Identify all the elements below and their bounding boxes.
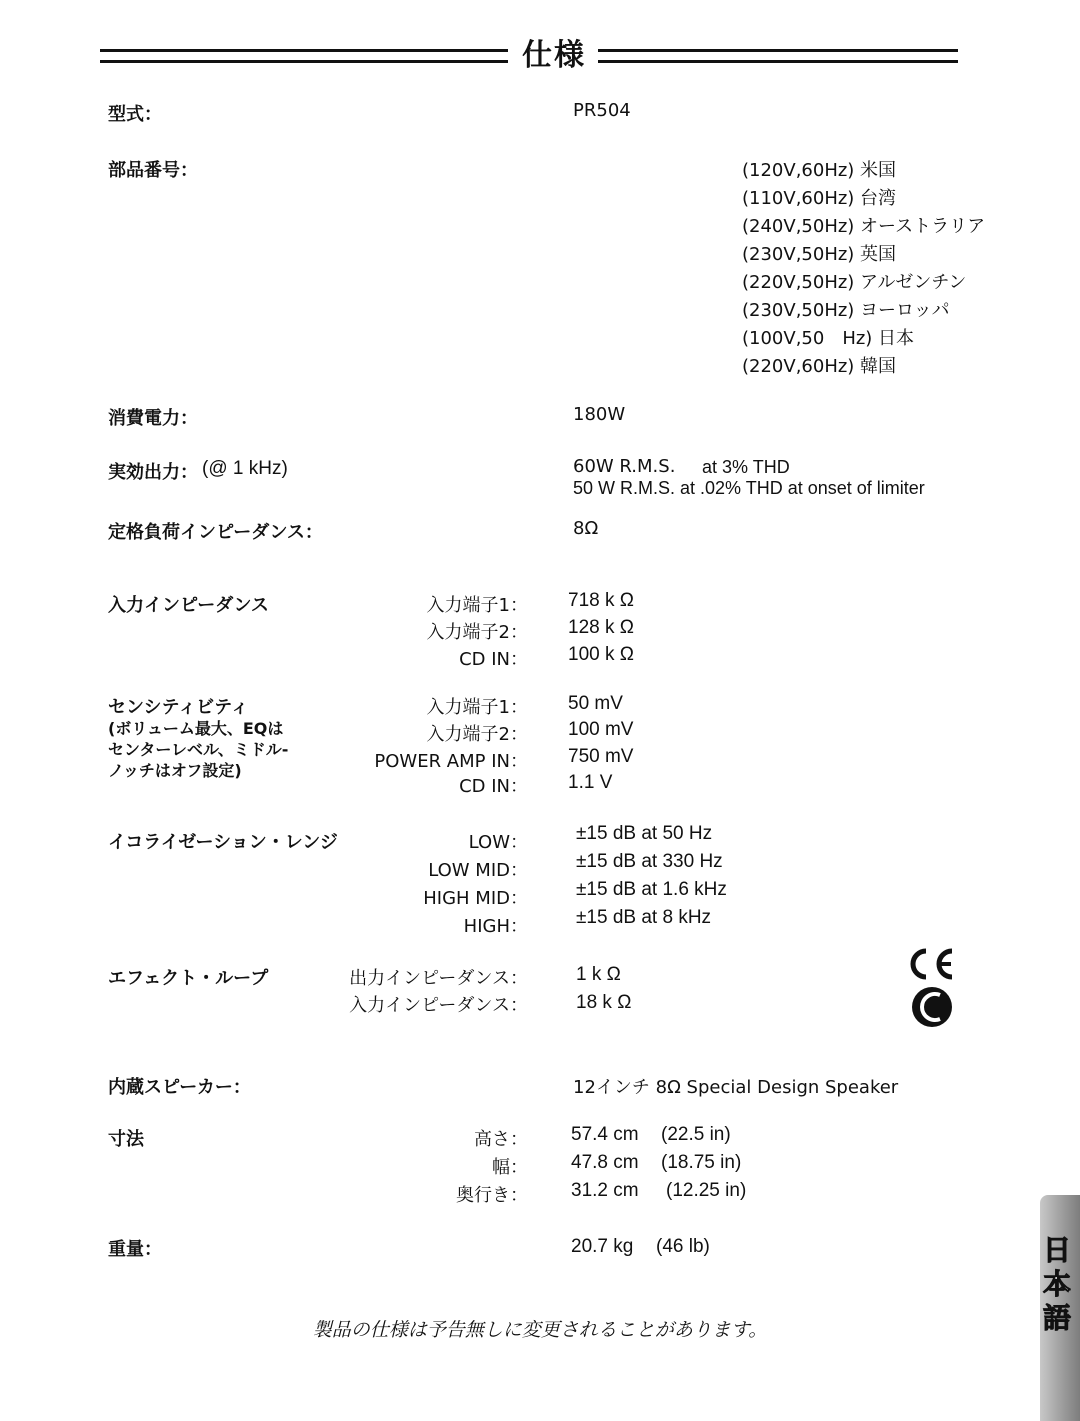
output-value-main: 60W R.M.S.	[573, 456, 676, 477]
output-value-line2: 50 W R.M.S. at .02% THD at onset of limiter	[573, 478, 925, 498]
dimensions-imperial: (22.5 in)	[661, 1124, 731, 1145]
dimensions-imperial: (12.25 in)	[666, 1180, 747, 1201]
weight-label: 重量：	[108, 1239, 162, 1260]
input-impedance-value: 128 k Ω	[568, 617, 634, 638]
sensitivity-label: センシティビティ	[108, 697, 249, 718]
parts-label: 部品番号：	[108, 160, 198, 181]
dimensions-sub: 奥行き：	[456, 1185, 528, 1206]
dimensions-imperial: (18.75 in)	[661, 1152, 742, 1173]
sensitivity-note: (ボリューム最大、EQは	[108, 719, 284, 738]
input-impedance-sub: 入力端子2：	[426, 622, 528, 643]
speaker-value: 12インチ 8Ω Special Design Speaker	[573, 1077, 899, 1098]
sensitivity-sub: POWER AMP IN：	[374, 751, 528, 772]
output-label-suffix: (@ 1 kHz)	[202, 458, 288, 479]
sensitivity-value: 100 mV	[568, 719, 634, 740]
part-item: (220V,60Hz) 韓国	[742, 356, 897, 377]
c-tick-mark-text: C-tick	[910, 986, 913, 987]
input-impedance-value: 100 k Ω	[568, 644, 634, 665]
sensitivity-sub: CD IN：	[459, 776, 528, 797]
effect-loop-sub: 入力インピーダンス：	[349, 995, 528, 1016]
title-rule-right	[598, 49, 958, 63]
dimensions-sub: 幅：	[492, 1157, 528, 1178]
part-item: (240V,50Hz) オーストラリア	[742, 216, 986, 237]
input-impedance-label: 入力インピーダンス	[108, 595, 269, 616]
effect-loop-value: 18 k Ω	[576, 992, 632, 1013]
eq-value: ±15 dB at 1.6 kHz	[576, 879, 727, 900]
part-item: (230V,50Hz) 英国	[742, 244, 897, 265]
part-item: (120V,60Hz) 米国	[742, 160, 897, 181]
model-value: PR504	[573, 100, 631, 121]
eq-sub: LOW MID：	[428, 860, 528, 881]
part-item: (100V,50 Hz) 日本	[742, 328, 915, 349]
model-label: 型式：	[108, 104, 162, 125]
sensitivity-note: ノッチはオフ設定)	[108, 761, 242, 780]
eq-value: ±15 dB at 8 kHz	[576, 907, 712, 928]
part-item: (110V,60Hz) 台湾	[742, 188, 897, 209]
footnote: 製品の仕様は予告無しに変更されることがあります。	[312, 1319, 768, 1341]
sensitivity-value: 750 mV	[568, 746, 634, 767]
dimensions-value: 57.4 cm	[571, 1124, 639, 1145]
eq-value: ±15 dB at 330 Hz	[576, 851, 723, 872]
sensitivity-note: センターレベル、ミドル-	[108, 740, 289, 759]
power-label: 消費電力：	[108, 408, 198, 429]
ce-mark-text: CE	[906, 946, 908, 947]
eq-sub: LOW：	[468, 832, 528, 853]
dimensions-value: 47.8 cm	[571, 1152, 639, 1173]
dimensions-value: 31.2 cm	[571, 1180, 639, 1201]
weight-imperial: (46 lb)	[656, 1236, 710, 1257]
eq-label: イコライゼーション・レンジ	[108, 832, 338, 853]
eq-sub: HIGH MID：	[423, 888, 528, 909]
part-item: (230V,50Hz) ヨーロッパ	[742, 300, 950, 321]
effect-loop-sub: 出力インピーダンス：	[349, 968, 528, 989]
ce-mark-icon	[906, 946, 956, 982]
impedance-label: 定格負荷インピーダンス：	[108, 522, 323, 543]
eq-value: ±15 dB at 50 Hz	[576, 823, 713, 844]
part-item: (220V,50Hz) アルゼンチン	[742, 272, 967, 293]
input-impedance-sub: CD IN：	[459, 649, 528, 670]
sensitivity-sub: 入力端子2：	[426, 724, 528, 745]
power-value: 180W	[573, 404, 626, 425]
output-value-main-suffix: at 3% THD	[702, 457, 790, 477]
effect-loop-value: 1 k Ω	[576, 964, 621, 985]
input-impedance-sub: 入力端子1：	[426, 595, 528, 616]
dimensions-sub: 高さ：	[474, 1129, 528, 1150]
sensitivity-value: 50 mV	[568, 693, 623, 714]
page-title: 仕様	[522, 38, 586, 73]
weight-value: 20.7 kg	[571, 1236, 634, 1257]
output-label: 実効出力：	[108, 462, 198, 483]
speaker-label: 内蔵スピーカー：	[108, 1077, 251, 1098]
c-tick-mark-icon	[910, 986, 954, 1028]
dimensions-label: 寸法	[108, 1129, 144, 1150]
input-impedance-value: 718 k Ω	[568, 590, 634, 611]
language-tab-label: 日本語	[1039, 1235, 1072, 1337]
sensitivity-value: 1.1 V	[568, 772, 613, 793]
eq-sub: HIGH：	[463, 916, 528, 937]
impedance-value: 8Ω	[573, 518, 599, 539]
title-rule-left	[100, 49, 508, 63]
sensitivity-sub: 入力端子1：	[426, 697, 528, 718]
effect-loop-label: エフェクト・ループ	[108, 968, 269, 989]
